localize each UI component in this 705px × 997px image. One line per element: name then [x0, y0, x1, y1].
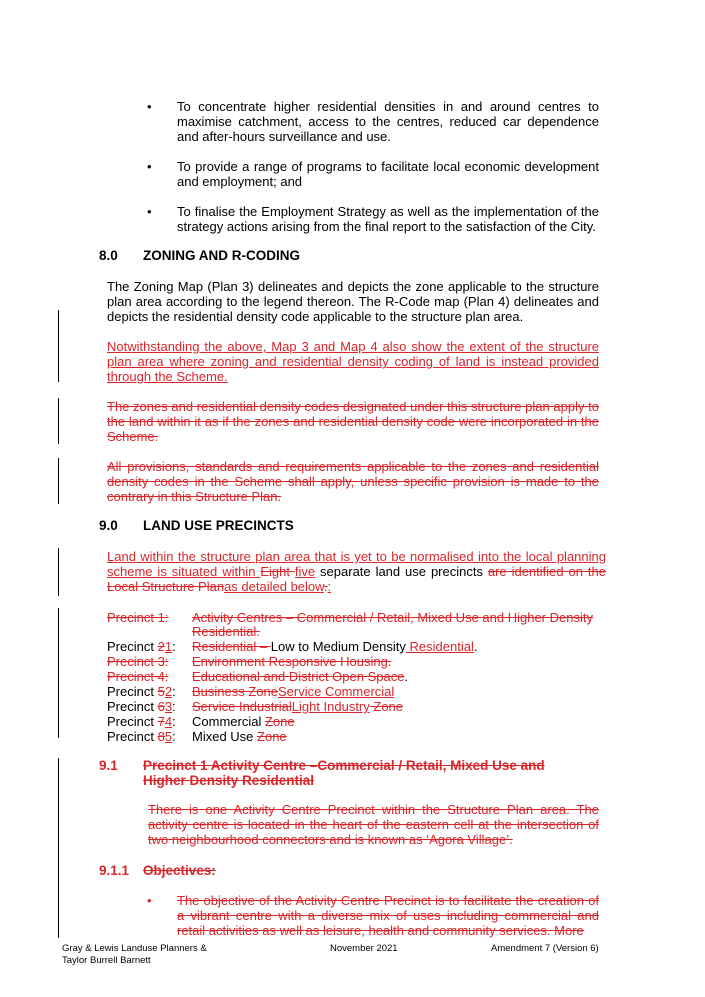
precinct-description: Service IndustrialLight Industry Zone: [192, 699, 404, 714]
inserted-text: :: [327, 579, 332, 594]
precinct-description: Activity Centres – Commercial / Retail, Mixed Use and Higher Density: [192, 610, 593, 625]
section-title: LAND USE PRECINCTS: [143, 518, 294, 533]
precinct-row: [107, 654, 392, 669]
precinct-label: Precinct 74:: [107, 714, 176, 729]
change-bar: [58, 458, 59, 504]
section-9-1-1-heading: [99, 863, 216, 878]
deleted-bullet-text: The objective of the Activity Centre Precinct is to facilitate the creation of a vibrant centre with a diverse mix of uses including commercial and retail activities as well as leisure, health and community services. More: [177, 893, 599, 938]
change-bar: [58, 608, 59, 738]
footer-version: Amendment 7 (Version 6): [491, 943, 599, 954]
precinct-label: Precinct 63:: [107, 699, 176, 714]
precinct-label: Precinct 85:: [107, 729, 176, 744]
precinct-description: Mixed Use Zone: [192, 729, 287, 744]
section-9-heading: [99, 518, 294, 533]
inserted-text: as detailed below: [224, 579, 324, 594]
section-title: Higher Density Residential: [143, 773, 315, 788]
section-8-heading: [99, 248, 300, 263]
precinct-row: [107, 684, 395, 699]
deleted-text: Eight: [260, 564, 295, 579]
footer-date: November 2021: [330, 943, 398, 954]
section-9-1-heading: [99, 758, 599, 788]
precinct-row: [107, 610, 593, 625]
bullet-text: To concentrate higher residential densities in and around centres to maximise catchment, access to the centres, reduced car dependence and after-hours surveillance and use.: [177, 99, 599, 144]
deleted-paragraph: All provisions, standards and requirements applicable to the zones and residential density codes in the Scheme shall apply, unless specific provision is made to the contrary in this Structure Plan.: [107, 459, 599, 504]
precinct-label: Precinct 21:: [107, 639, 176, 654]
section-8-paragraph: The Zoning Map (Plan 3) delineates and depicts the zone applicable to the structure plan area according to the legend thereon. The R-Code map (Plan 4) delineates and depicts the residential density code applicable to the structure plan area.: [107, 279, 599, 324]
precinct-description: Residential – Low to Medium Density Residential.: [192, 639, 478, 654]
deleted-paragraph: The zones and residential density codes designated under this structure plan apply to the land within it as if the zones and residential density code were incorporated in the Scheme.: [107, 399, 599, 444]
bullet-text: To provide a range of programs to facilitate local economic development and employment; and: [177, 159, 599, 189]
deleted-text: are identified on the Local Structure Plan: [107, 564, 606, 594]
precinct-description: Educational and District Open Space.: [192, 669, 409, 684]
section-9-intro: [107, 549, 606, 594]
bullet-icon: •: [147, 99, 152, 114]
precinct-label: Precinct 4:: [107, 669, 169, 684]
deleted-paragraph: There is one Activity Centre Precinct within the Structure Plan area. The activity centre is located in the heart of the eastern cell at the intersection of two neighbourhood connectors and is known as ‘Agora Village’.: [148, 802, 599, 847]
change-bar: [58, 548, 59, 596]
deleted-text: .: [323, 579, 328, 594]
precinct-row-continued: [107, 624, 260, 639]
plain-text: separate land use precincts: [315, 564, 488, 579]
section-title: Precinct 1 Activity Centre –Commercial / Retail, Mixed Use and: [143, 758, 545, 773]
precinct-row: [107, 699, 404, 714]
section-title: Objectives:: [143, 863, 216, 878]
bullet-icon: •: [147, 893, 152, 908]
inserted-text: Land within the structure plan area that is yet to be normalised into the local planning scheme is situated within: [107, 549, 606, 579]
precinct-row: [107, 639, 478, 654]
footer-author-line-1: Gray & Lewis Landuse Planners &: [62, 943, 207, 954]
section-number: 9.1.1: [99, 863, 130, 878]
precinct-label: Precinct 3:: [107, 654, 169, 669]
precinct-description: Commercial Zone: [192, 714, 295, 729]
precinct-description: Business ZoneService Commercial: [192, 684, 395, 699]
change-bar: [58, 310, 59, 382]
precinct-row: [107, 669, 409, 684]
section-number: 8.0: [99, 248, 118, 263]
section-number: 9.1: [99, 758, 118, 773]
inserted-paragraph: Notwithstanding the above, Map 3 and Map 4 also show the extent of the structure plan area where zoning and residential density coding of land is instead provided through the Scheme.: [107, 339, 599, 384]
precinct-row: [107, 729, 287, 744]
bullet-icon: •: [147, 204, 152, 219]
bullet-icon: •: [147, 159, 152, 174]
inserted-text: five: [294, 564, 316, 579]
change-bar: [58, 398, 59, 444]
section-number: 9.0: [99, 518, 118, 533]
precinct-description: Environment Responsive Housing.: [192, 654, 392, 669]
footer-left: [62, 943, 207, 967]
section-title: ZONING AND R-CODING: [143, 248, 300, 263]
footer-author-line-2: Taylor Burrell Barnett: [62, 955, 151, 966]
precinct-label: Precinct 1:: [107, 610, 169, 625]
precinct-label: Precinct 52:: [107, 684, 176, 699]
precinct-description: Residential.: [192, 624, 260, 639]
precinct-row: [107, 714, 295, 729]
change-bar: [58, 758, 59, 938]
bullet-text: To finalise the Employment Strategy as well as the implementation of the strategy actions arising from the final report to the satisfaction of the City.: [177, 204, 599, 234]
